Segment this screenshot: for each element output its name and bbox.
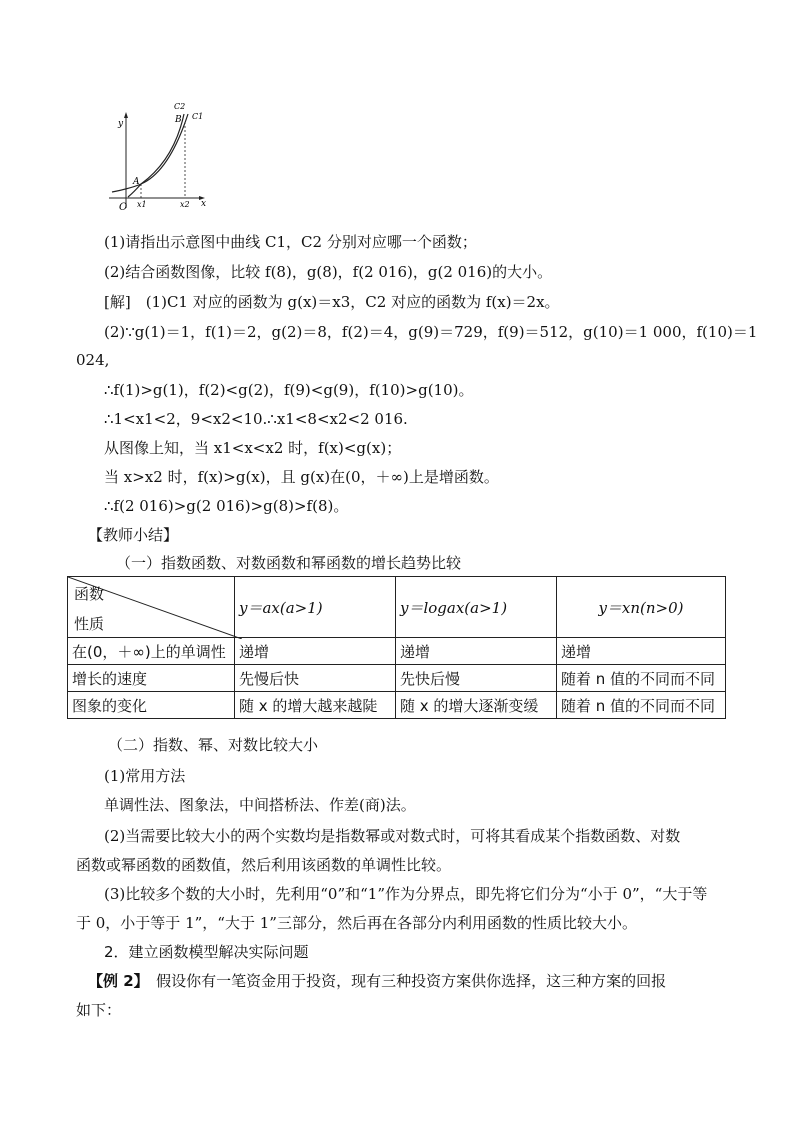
example-2-cont: 如下： xyxy=(76,1001,122,1019)
table-row-label: 增长的速度 xyxy=(68,665,235,692)
example-2 xyxy=(88,971,666,991)
section-2-title: （二）指数、幂、对数比较大小 xyxy=(108,736,319,754)
origin-label: O xyxy=(119,202,128,213)
table-col-power: y＝xn(n>0) xyxy=(557,577,726,638)
table-head-property: 性质 xyxy=(74,615,105,633)
paragraph-5: 2．建立函数模型解决实际问题 xyxy=(104,943,309,961)
example-text: 假设你有一笔资金用于投资，现有三种投资方案供你选择，这三种方案的回报 xyxy=(141,972,667,990)
table-col-exponential: y＝ax(a>1) xyxy=(235,577,396,638)
table-cell: 递增 xyxy=(396,638,557,665)
paragraph-1: (1)常用方法 xyxy=(104,767,186,785)
table-cell: 随着 n 值的不同而不同 xyxy=(557,665,726,692)
table-cell: 随 x 的增大逐渐变缓 xyxy=(396,692,557,719)
function-graph xyxy=(104,100,214,215)
comparison-table xyxy=(67,576,726,719)
table-cell: 先快后慢 xyxy=(396,665,557,692)
paragraph-3a: (2)当需要比较大小的两个实数均是指数幂或对数式时，可将其看成某个指数函数、对数 xyxy=(104,827,681,845)
paragraph-4a: (3)比较多个数的大小时，先利用“0”和“1”作为分界点，即先将它们分为“小于 0”，“大于等 xyxy=(104,885,708,903)
x-axis-label: x xyxy=(201,199,207,209)
table-header-row xyxy=(68,577,726,638)
section-1-title: （一）指数函数、对数函数和幂函数的增长趋势比较 xyxy=(116,554,462,572)
table-cell: 随着 n 值的不同而不同 xyxy=(557,692,726,719)
table-corner-cell xyxy=(68,577,235,638)
table-cell: 递增 xyxy=(557,638,726,665)
solution-2b: 024, xyxy=(76,351,110,369)
point-b-label: B xyxy=(175,115,182,125)
solution-3: ∴f(1)>g(1)，f(2)<g(2)，f(9)<g(9)，f(10)>g(10)。 xyxy=(104,381,474,399)
solution-1: [解] (1)C1 对应的函数为 g(x)＝x3，C2 对应的函数为 f(x)＝2x。 xyxy=(104,293,560,311)
example-label: 【例 2】 xyxy=(88,972,142,990)
table-row xyxy=(68,638,726,665)
x1-label: x1 xyxy=(137,200,147,209)
solution-7: ∴f(2 016)>g(2 016)>g(8)>f(8)。 xyxy=(104,497,349,515)
curve-c1 xyxy=(112,114,188,192)
y-axis-arrow xyxy=(124,112,128,118)
question-2: (2)结合函数图像，比较 f(8)，g(8)，f(2 016)，g(2 016)的大小。 xyxy=(104,263,553,281)
table-head-function: 函数 xyxy=(74,585,105,603)
question-1: (1)请指出示意图中曲线 C1，C2 分别对应哪一个函数； xyxy=(104,233,477,251)
table-row-label: 图象的变化 xyxy=(68,692,235,719)
solution-4: ∴1<x1<2，9<x2<10.∴x1<8<x2<2 016. xyxy=(104,410,408,428)
table-col-logarithmic: y＝logax(a>1) xyxy=(396,577,557,638)
point-a-label: A xyxy=(133,177,140,187)
table-cell: 随 x 的增大越来越陡 xyxy=(235,692,396,719)
summary-title: 【教师小结】 xyxy=(88,526,179,544)
table-cell: 递增 xyxy=(235,638,396,665)
x2-label: x2 xyxy=(180,200,190,209)
paragraph-4b: 于 0，小于等于 1”，“大于 1”三部分，然后再在各部分内利用函数的性质比较大小。 xyxy=(76,914,637,932)
solution-5: 从图像上知，当 x1<x<x2 时，f(x)<g(x)； xyxy=(104,439,402,457)
curve-c2-label: C2 xyxy=(174,102,186,111)
curve-c1-label: C1 xyxy=(192,112,204,121)
table-row-label: 在(0，＋∞)上的单调性 xyxy=(68,638,235,665)
table-row xyxy=(68,692,726,719)
paragraph-3b: 函数或幂函数的函数值，然后利用该函数的单调性比较。 xyxy=(76,856,452,874)
table-row xyxy=(68,665,726,692)
table-cell: 先慢后快 xyxy=(235,665,396,692)
y-axis-label: y xyxy=(118,119,124,129)
solution-2a: (2)∵g(1)＝1，f(1)＝2，g(2)＝8，f(2)＝4，g(9)＝729，f(9)＝512，g(10)＝1 000，f(10)＝1 xyxy=(104,323,758,341)
solution-6: 当 x>x2 时，f(x)>g(x)，且 g(x)在(0，＋∞)上是增函数。 xyxy=(104,468,499,486)
paragraph-2: 单调性法、图象法，中间搭桥法、作差(商)法。 xyxy=(104,796,416,814)
